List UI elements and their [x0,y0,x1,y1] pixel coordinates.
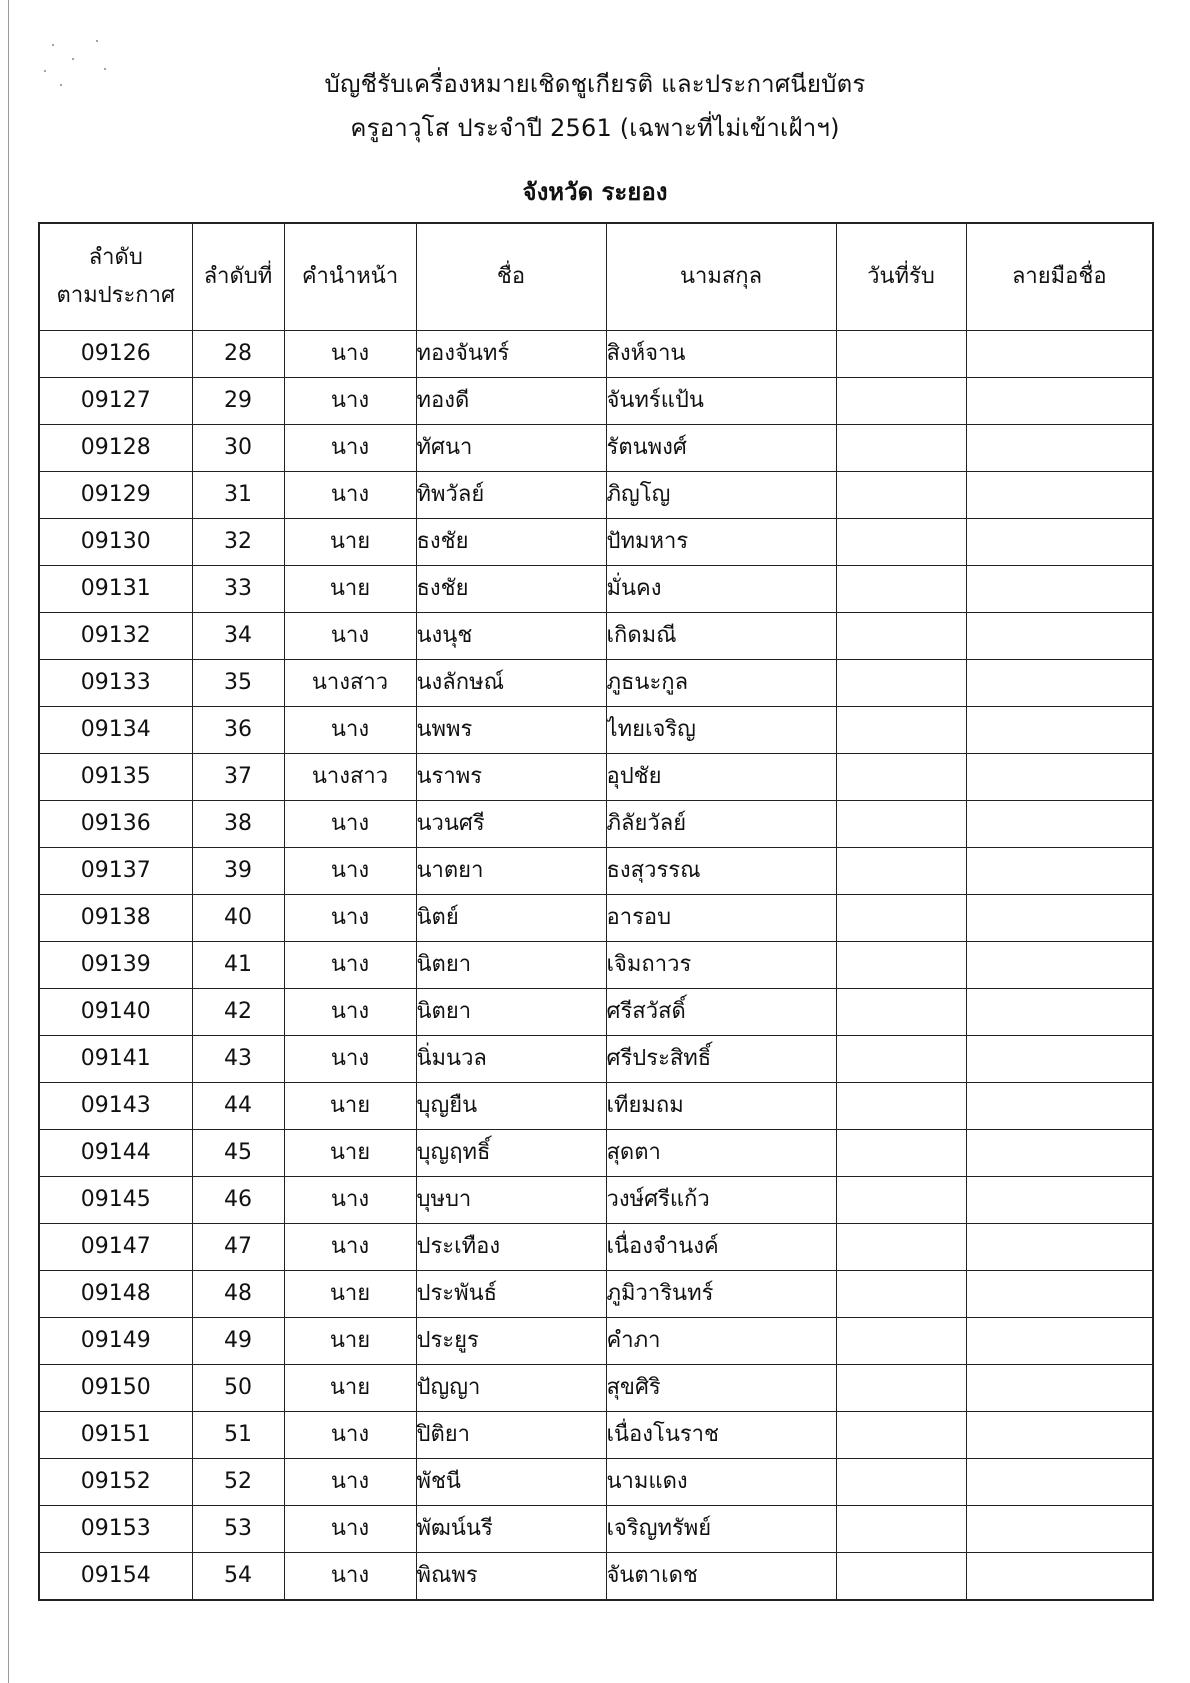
cell-last-name: จันตาเดช [606,1553,836,1601]
cell-announce-no: 09131 [39,566,192,613]
cell-signature [966,1130,1153,1177]
cell-last-name: นามแดง [606,1459,836,1506]
cell-announce-no: 09147 [39,1224,192,1271]
cell-order: 30 [192,425,284,472]
header-signature: ลายมือชื่อ [966,223,1153,331]
table-row [39,1130,1153,1177]
cell-date-received [836,1318,966,1365]
table-row [39,707,1153,754]
header-order: ลำดับที่ [192,223,284,331]
cell-signature [966,378,1153,425]
cell-signature [966,1318,1153,1365]
cell-order: 34 [192,613,284,660]
cell-prefix: นาง [284,1506,416,1553]
cell-date-received [836,1130,966,1177]
cell-date-received [836,989,966,1036]
cell-signature [966,1036,1153,1083]
cell-order: 51 [192,1412,284,1459]
table-row [39,1271,1153,1318]
cell-signature [966,1459,1153,1506]
cell-signature [966,566,1153,613]
cell-date-received [836,331,966,378]
table-row [39,848,1153,895]
cell-date-received [836,942,966,989]
cell-first-name: นวนศรี [416,801,606,848]
table-row [39,989,1153,1036]
cell-order: 41 [192,942,284,989]
document-title-line-1: บัญชีรับเครื่องหมายเชิดชูเกียรติ และประกาศนียบัตร [324,70,866,98]
cell-last-name: ภิญโญ [606,472,836,519]
cell-date-received [836,895,966,942]
document-header [0,62,1190,150]
cell-first-name: ปัญญา [416,1365,606,1412]
cell-prefix: นาง [284,425,416,472]
cell-announce-no: 09148 [39,1271,192,1318]
table-row [39,1224,1153,1271]
cell-prefix: นาย [284,519,416,566]
cell-first-name: นงนุช [416,613,606,660]
cell-last-name: เกิดมณี [606,613,836,660]
cell-prefix: นาย [284,1130,416,1177]
cell-announce-no: 09151 [39,1412,192,1459]
cell-order: 52 [192,1459,284,1506]
cell-first-name: นงลักษณ์ [416,660,606,707]
cell-order: 36 [192,707,284,754]
cell-last-name: ภิลัยวัลย์ [606,801,836,848]
cell-signature [966,1271,1153,1318]
table-row [39,1318,1153,1365]
cell-announce-no: 09135 [39,754,192,801]
cell-prefix: นาง [284,331,416,378]
cell-signature [966,848,1153,895]
cell-prefix: นาง [284,1036,416,1083]
cell-first-name: บุษบา [416,1177,606,1224]
cell-date-received [836,1365,966,1412]
cell-signature [966,989,1153,1036]
cell-prefix: นาง [284,613,416,660]
cell-prefix: นาง [284,1459,416,1506]
cell-date-received [836,1412,966,1459]
cell-order: 35 [192,660,284,707]
cell-prefix: นาง [284,848,416,895]
table-row [39,331,1153,378]
cell-announce-no: 09153 [39,1506,192,1553]
cell-last-name: สุขศิริ [606,1365,836,1412]
cell-last-name: ภูธนะกูล [606,660,836,707]
cell-last-name: สิงห์จาน [606,331,836,378]
cell-last-name: ปัทมหาร [606,519,836,566]
cell-last-name: เจริญทรัพย์ [606,1506,836,1553]
table-body [39,331,1153,1601]
cell-first-name: ทองดี [416,378,606,425]
cell-last-name: อุปชัย [606,754,836,801]
table-row [39,942,1153,989]
cell-date-received [836,1506,966,1553]
cell-last-name: ไทยเจริญ [606,707,836,754]
cell-prefix: นาง [284,378,416,425]
cell-order: 46 [192,1177,284,1224]
cell-signature [966,331,1153,378]
cell-order: 28 [192,331,284,378]
header-first-name: ชื่อ [416,223,606,331]
cell-first-name: ทิพวัลย์ [416,472,606,519]
cell-order: 50 [192,1365,284,1412]
cell-announce-no: 09149 [39,1318,192,1365]
table-row [39,895,1153,942]
cell-announce-no: 09140 [39,989,192,1036]
header-prefix: คำนำหน้า [284,223,416,331]
cell-date-received [836,1553,966,1601]
cell-first-name: ประพันธ์ [416,1271,606,1318]
cell-announce-no: 09132 [39,613,192,660]
cell-order: 43 [192,1036,284,1083]
table-row [39,472,1153,519]
table-row [39,1412,1153,1459]
cell-first-name: บุญฤทธิ์ [416,1130,606,1177]
cell-first-name: ธงชัย [416,519,606,566]
cell-announce-no: 09133 [39,660,192,707]
cell-announce-no: 09144 [39,1130,192,1177]
cell-prefix: นาย [284,1271,416,1318]
cell-prefix: นาง [284,1412,416,1459]
cell-announce-no: 09152 [39,1459,192,1506]
cell-first-name: ทัศนา [416,425,606,472]
cell-announce-no: 09141 [39,1036,192,1083]
cell-last-name: ศรีประสิทธิ์ [606,1036,836,1083]
cell-announce-no: 09127 [39,378,192,425]
cell-announce-no: 09137 [39,848,192,895]
cell-date-received [836,1459,966,1506]
cell-date-received [836,613,966,660]
table-header-row [39,223,1153,331]
cell-order: 39 [192,848,284,895]
cell-prefix: นาง [284,707,416,754]
table-row [39,1177,1153,1224]
cell-date-received [836,1177,966,1224]
cell-signature [966,1177,1153,1224]
cell-order: 48 [192,1271,284,1318]
cell-signature [966,1224,1153,1271]
table-row [39,566,1153,613]
cell-date-received [836,378,966,425]
cell-last-name: ธงสุวรรณ [606,848,836,895]
recipient-table [38,222,1154,1601]
cell-announce-no: 09128 [39,425,192,472]
cell-signature [966,519,1153,566]
cell-announce-no: 09138 [39,895,192,942]
cell-first-name: นิตยา [416,942,606,989]
table-row [39,754,1153,801]
cell-prefix: นาง [284,1177,416,1224]
cell-last-name: มั่นคง [606,566,836,613]
cell-first-name: พัฒน์นรี [416,1506,606,1553]
cell-order: 53 [192,1506,284,1553]
cell-first-name: นราพร [416,754,606,801]
cell-date-received [836,472,966,519]
cell-first-name: พัชนี [416,1459,606,1506]
cell-announce-no: 09130 [39,519,192,566]
table-row [39,519,1153,566]
cell-prefix: นาย [284,566,416,613]
table-row [39,1553,1153,1601]
cell-last-name: ศรีสวัสดิ์ [606,989,836,1036]
table-row [39,1459,1153,1506]
cell-signature [966,1553,1153,1601]
cell-last-name: ภูมิวารินทร์ [606,1271,836,1318]
cell-date-received [836,660,966,707]
cell-date-received [836,1224,966,1271]
cell-first-name: นิ่มนวล [416,1036,606,1083]
cell-last-name: เทียมถม [606,1083,836,1130]
cell-order: 31 [192,472,284,519]
cell-signature [966,425,1153,472]
cell-signature [966,1412,1153,1459]
cell-date-received [836,1036,966,1083]
cell-last-name: จันทร์แป้น [606,378,836,425]
cell-date-received [836,425,966,472]
cell-first-name: พิณพร [416,1553,606,1601]
cell-prefix: นางสาว [284,660,416,707]
cell-first-name: ทองจันทร์ [416,331,606,378]
cell-order: 45 [192,1130,284,1177]
cell-signature [966,707,1153,754]
cell-announce-no: 09154 [39,1553,192,1601]
scan-edge-line [8,0,9,1683]
table-row [39,660,1153,707]
cell-prefix: นาย [284,1365,416,1412]
cell-order: 42 [192,989,284,1036]
cell-first-name: นิตย์ [416,895,606,942]
table-row [39,1506,1153,1553]
header-announce-order-line-2: ตามประกาศ [56,283,175,308]
cell-announce-no: 09143 [39,1083,192,1130]
cell-date-received [836,707,966,754]
cell-first-name: ปิติยา [416,1412,606,1459]
cell-prefix: นาง [284,801,416,848]
cell-order: 38 [192,801,284,848]
header-announce-order [39,223,192,331]
cell-order: 47 [192,1224,284,1271]
cell-order: 40 [192,895,284,942]
cell-date-received [836,519,966,566]
province-heading: จังหวัด ระยอง [522,178,668,206]
cell-order: 32 [192,519,284,566]
header-last-name: นามสกุล [606,223,836,331]
cell-date-received [836,801,966,848]
cell-first-name: นาตยา [416,848,606,895]
cell-prefix: นาง [284,989,416,1036]
cell-order: 44 [192,1083,284,1130]
table-row [39,425,1153,472]
cell-signature [966,1365,1153,1412]
cell-signature [966,942,1153,989]
cell-signature [966,613,1153,660]
cell-announce-no: 09139 [39,942,192,989]
cell-prefix: นาง [284,1224,416,1271]
cell-date-received [836,1083,966,1130]
cell-signature [966,472,1153,519]
cell-date-received [836,754,966,801]
table-row [39,1036,1153,1083]
cell-order: 49 [192,1318,284,1365]
cell-last-name: อารอบ [606,895,836,942]
cell-prefix: นางสาว [284,754,416,801]
table-row [39,1365,1153,1412]
cell-signature [966,895,1153,942]
cell-announce-no: 09136 [39,801,192,848]
cell-announce-no: 09145 [39,1177,192,1224]
cell-announce-no: 09150 [39,1365,192,1412]
cell-first-name: ประยูร [416,1318,606,1365]
cell-order: 33 [192,566,284,613]
cell-announce-no: 09134 [39,707,192,754]
cell-prefix: นาง [284,472,416,519]
cell-order: 29 [192,378,284,425]
cell-last-name: เจิมถาวร [606,942,836,989]
cell-last-name: เนื่องจำนงค์ [606,1224,836,1271]
scan-speck [72,58,74,60]
header-announce-order-line-1: ลำดับ [88,245,143,270]
table-row [39,378,1153,425]
cell-first-name: ประเทือง [416,1224,606,1271]
table-row [39,801,1153,848]
document-title-line-2: ครูอาวุโส ประจำปี 2561 (เฉพาะที่ไม่เข้าเฝ้าฯ) [350,114,840,142]
cell-first-name: นพพร [416,707,606,754]
cell-last-name: รัตนพงศ์ [606,425,836,472]
cell-signature [966,801,1153,848]
cell-signature [966,1083,1153,1130]
cell-prefix: นาง [284,942,416,989]
cell-announce-no: 09126 [39,331,192,378]
table-row [39,1083,1153,1130]
cell-first-name: นิตยา [416,989,606,1036]
table-row [39,613,1153,660]
scan-speck [96,40,98,42]
scan-speck [52,44,54,46]
header-date-received: วันที่รับ [836,223,966,331]
cell-date-received [836,566,966,613]
cell-date-received [836,1271,966,1318]
cell-signature [966,754,1153,801]
cell-order: 37 [192,754,284,801]
cell-announce-no: 09129 [39,472,192,519]
cell-prefix: นาย [284,1083,416,1130]
cell-last-name: คำภา [606,1318,836,1365]
cell-signature [966,1506,1153,1553]
cell-prefix: นาย [284,1318,416,1365]
cell-date-received [836,848,966,895]
cell-order: 54 [192,1553,284,1601]
cell-first-name: บุญยืน [416,1083,606,1130]
cell-last-name: เนื่องโนราช [606,1412,836,1459]
cell-signature [966,660,1153,707]
cell-prefix: นาง [284,1553,416,1601]
cell-first-name: ธงชัย [416,566,606,613]
cell-last-name: สุดตา [606,1130,836,1177]
cell-last-name: วงษ์ศรีแก้ว [606,1177,836,1224]
cell-prefix: นาง [284,895,416,942]
